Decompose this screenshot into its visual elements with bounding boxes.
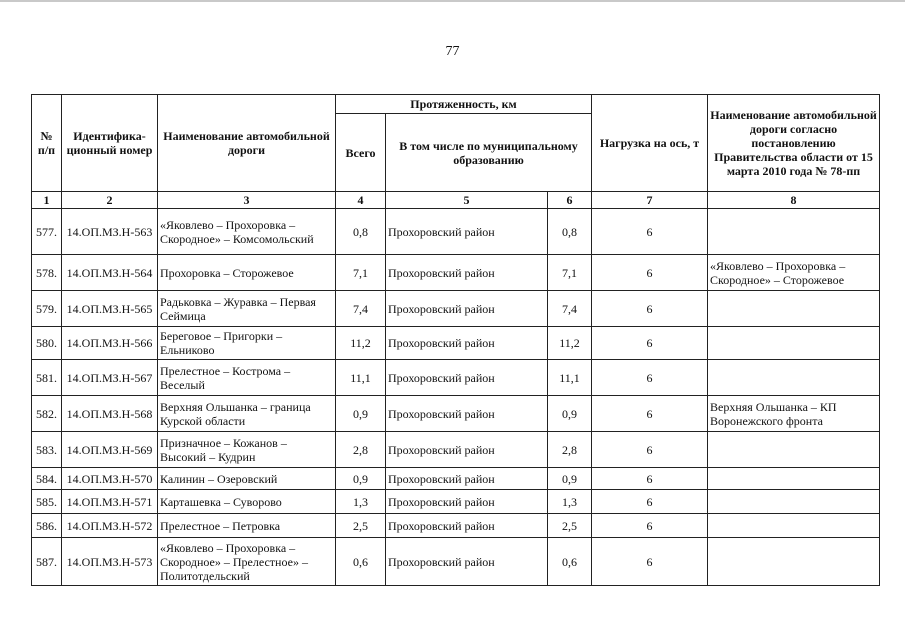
row-number-cell: 584. [32, 468, 62, 490]
length-total-cell: 0,6 [336, 538, 386, 586]
municipality-cell: Прохоровский район [386, 490, 548, 514]
length-municipal-cell: 11,1 [548, 360, 592, 396]
municipality-cell: Прохоровский район [386, 209, 548, 255]
header-name: Наименование автомобильной дороги [158, 95, 336, 192]
municipality-cell: Прохоровский район [386, 396, 548, 432]
road-name-cell: Прелестное – Кострома – Веселый [158, 360, 336, 396]
road-id-cell: 14.ОП.МЗ.Н-567 [62, 360, 158, 396]
axle-load-cell: 6 [592, 327, 708, 360]
column-index-6: 6 [548, 192, 592, 209]
table-row [32, 209, 880, 255]
header-load: Нагрузка на ось, т [592, 95, 708, 192]
road-id-cell: 14.ОП.МЗ.Н-564 [62, 255, 158, 291]
reference-name-cell [708, 468, 880, 490]
table-row [32, 514, 880, 538]
column-index-8: 8 [708, 192, 880, 209]
row-number-cell: 579. [32, 291, 62, 327]
table-row [32, 490, 880, 514]
row-number-cell: 578. [32, 255, 62, 291]
reference-name-cell [708, 538, 880, 586]
axle-load-cell: 6 [592, 490, 708, 514]
table-row [32, 468, 880, 490]
header-length-group: Протяженность, км [336, 95, 592, 114]
header-ref-name: Наименование автомобильной дороги согласно постановлению Правительства области от 15 марта 2010 года № 78-пп [708, 95, 880, 192]
header-total: Всего [336, 114, 386, 192]
reference-name-cell [708, 514, 880, 538]
column-index-7: 7 [592, 192, 708, 209]
road-name-cell: Радьковка – Журавка – Первая Сеймица [158, 291, 336, 327]
axle-load-cell: 6 [592, 468, 708, 490]
reference-name-cell [708, 327, 880, 360]
row-number-cell: 586. [32, 514, 62, 538]
length-total-cell: 7,1 [336, 255, 386, 291]
road-name-cell: Береговое – Пригорки – Ельниково [158, 327, 336, 360]
table-row [32, 432, 880, 468]
table-row [32, 538, 880, 586]
row-number-cell: 587. [32, 538, 62, 586]
length-total-cell: 0,9 [336, 468, 386, 490]
table-row [32, 396, 880, 432]
road-register-table [31, 94, 880, 586]
length-municipal-cell: 2,8 [548, 432, 592, 468]
column-index-3: 3 [158, 192, 336, 209]
road-id-cell: 14.ОП.МЗ.Н-571 [62, 490, 158, 514]
scan-top-edge [0, 0, 905, 2]
row-number-cell: 585. [32, 490, 62, 514]
reference-name-cell [708, 209, 880, 255]
axle-load-cell: 6 [592, 432, 708, 468]
length-municipal-cell: 0,8 [548, 209, 592, 255]
row-number-cell: 577. [32, 209, 62, 255]
road-id-cell: 14.ОП.МЗ.Н-565 [62, 291, 158, 327]
header-num: № п/п [32, 95, 62, 192]
road-id-cell: 14.ОП.МЗ.Н-573 [62, 538, 158, 586]
axle-load-cell: 6 [592, 538, 708, 586]
length-municipal-cell: 11,2 [548, 327, 592, 360]
road-name-cell: Прелестное – Петровка [158, 514, 336, 538]
column-index-4: 4 [336, 192, 386, 209]
municipality-cell: Прохоровский район [386, 514, 548, 538]
length-municipal-cell: 1,3 [548, 490, 592, 514]
table-row [32, 255, 880, 291]
header-including: В том числе по муниципальному образованию [386, 114, 592, 192]
axle-load-cell: 6 [592, 396, 708, 432]
length-municipal-cell: 2,5 [548, 514, 592, 538]
table-row [32, 327, 880, 360]
road-id-cell: 14.ОП.МЗ.Н-568 [62, 396, 158, 432]
municipality-cell: Прохоровский район [386, 327, 548, 360]
length-municipal-cell: 0,9 [548, 396, 592, 432]
table-row [32, 360, 880, 396]
road-id-cell: 14.ОП.МЗ.Н-572 [62, 514, 158, 538]
length-municipal-cell: 7,4 [548, 291, 592, 327]
municipality-cell: Прохоровский район [386, 468, 548, 490]
row-number-cell: 580. [32, 327, 62, 360]
table-body [32, 209, 880, 586]
road-id-cell: 14.ОП.МЗ.Н-570 [62, 468, 158, 490]
page-number: 77 [445, 44, 460, 59]
road-id-cell: 14.ОП.МЗ.Н-566 [62, 327, 158, 360]
length-municipal-cell: 0,6 [548, 538, 592, 586]
axle-load-cell: 6 [592, 255, 708, 291]
reference-name-cell [708, 291, 880, 327]
length-total-cell: 1,3 [336, 490, 386, 514]
reference-name-cell: «Яковлево – Прохоровка – Скородное» – Сторожевое [708, 255, 880, 291]
row-number-cell: 582. [32, 396, 62, 432]
length-total-cell: 2,5 [336, 514, 386, 538]
axle-load-cell: 6 [592, 291, 708, 327]
road-name-cell: Карташевка – Суворово [158, 490, 336, 514]
municipality-cell: Прохоровский район [386, 291, 548, 327]
axle-load-cell: 6 [592, 360, 708, 396]
reference-name-cell [708, 360, 880, 396]
row-number-cell: 583. [32, 432, 62, 468]
reference-name-cell: Верхняя Ольшанка – КП Воронежского фронта [708, 396, 880, 432]
row-number-cell: 581. [32, 360, 62, 396]
road-name-cell: Призначное – Кожанов – Высокий – Кудрин [158, 432, 336, 468]
length-total-cell: 7,4 [336, 291, 386, 327]
column-index-1: 1 [32, 192, 62, 209]
column-index-row [32, 192, 880, 209]
column-index-5: 5 [386, 192, 548, 209]
table-row [32, 291, 880, 327]
length-total-cell: 11,1 [336, 360, 386, 396]
axle-load-cell: 6 [592, 209, 708, 255]
municipality-cell: Прохоровский район [386, 255, 548, 291]
column-index-2: 2 [62, 192, 158, 209]
road-id-cell: 14.ОП.МЗ.Н-563 [62, 209, 158, 255]
length-total-cell: 11,2 [336, 327, 386, 360]
road-name-cell: «Яковлево – Прохоровка – Скородное» – Комсомольский [158, 209, 336, 255]
reference-name-cell [708, 490, 880, 514]
length-municipal-cell: 7,1 [548, 255, 592, 291]
length-municipal-cell: 0,9 [548, 468, 592, 490]
road-name-cell: Прохоровка – Сторожевое [158, 255, 336, 291]
length-total-cell: 2,8 [336, 432, 386, 468]
length-total-cell: 0,9 [336, 396, 386, 432]
length-total-cell: 0,8 [336, 209, 386, 255]
reference-name-cell [708, 432, 880, 468]
municipality-cell: Прохоровский район [386, 432, 548, 468]
municipality-cell: Прохоровский район [386, 538, 548, 586]
road-id-cell: 14.ОП.МЗ.Н-569 [62, 432, 158, 468]
road-name-cell: Калинин – Озеровский [158, 468, 336, 490]
axle-load-cell: 6 [592, 514, 708, 538]
road-name-cell: «Яковлево – Прохоровка – Скородное» – Прелестное» – Политотдельский [158, 538, 336, 586]
header-id: Идентифика- ционный номер [62, 95, 158, 192]
municipality-cell: Прохоровский район [386, 360, 548, 396]
road-name-cell: Верхняя Ольшанка – граница Курской области [158, 396, 336, 432]
